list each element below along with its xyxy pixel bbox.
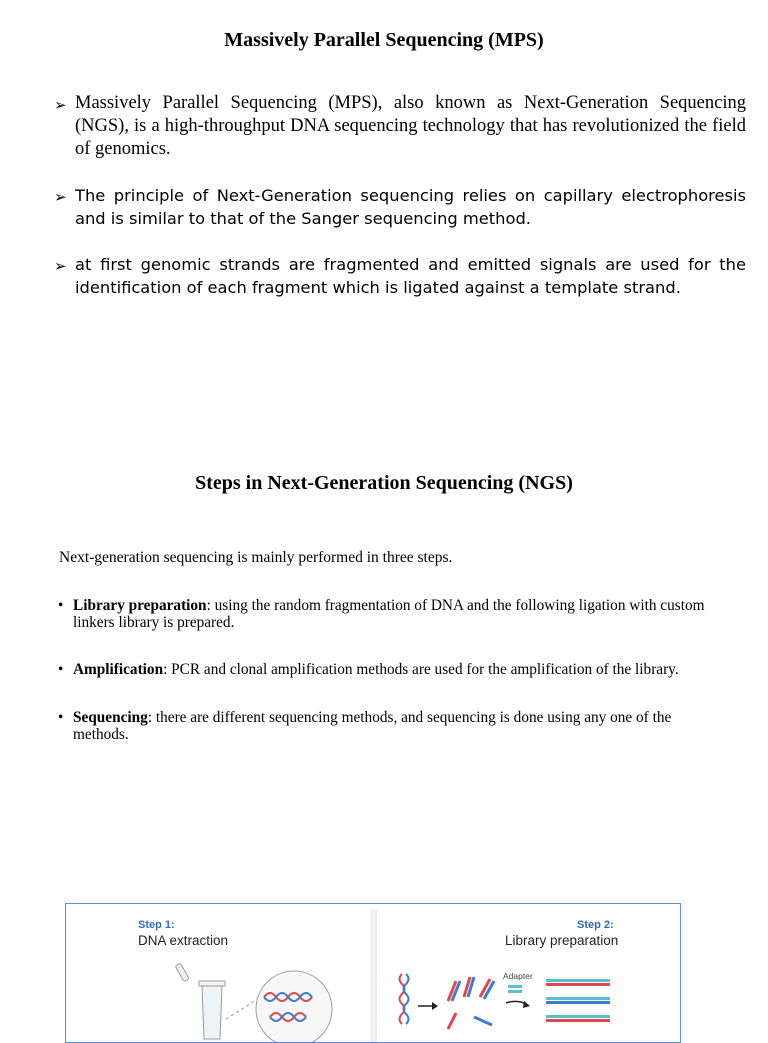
- step-term: Sequencing: [73, 709, 148, 726]
- step-description: : there are different sequencing methods, and sequencing is done using any one of the methods.: [73, 709, 672, 743]
- list-item: [58, 662, 718, 679]
- paragraph-text: at first genomic strands are fragmented and emitted signals are used for the identification of each fragment which is ligated against a template strand.: [75, 255, 746, 297]
- list-item: [54, 92, 746, 161]
- step-description: : using the random fragmentation of DNA and the following ligation with custom linkers library is prepared.: [73, 597, 705, 631]
- dna-extraction-illustration-icon: [166, 959, 336, 1043]
- library-preparation-illustration-icon: [396, 969, 616, 1043]
- list-item: [58, 598, 718, 631]
- arrow-bullet-icon: ➢: [54, 188, 67, 206]
- section-title-ngs-steps: Steps in Next-Generation Sequencing (NGS): [195, 472, 573, 494]
- paragraph-text: Massively Parallel Sequencing (MPS), also known as Next-Generation Sequencing (NGS), is a high-throughput DNA sequencing technology that has revolutionized the field of genomics.: [75, 93, 746, 159]
- bullet-dot-icon: •: [58, 597, 64, 614]
- adapter-label: Adapter: [503, 971, 533, 981]
- list-item: [54, 253, 746, 299]
- ngs-steps-figure: [65, 903, 681, 1043]
- list-item: [54, 184, 746, 230]
- step-term: Amplification: [73, 661, 164, 678]
- step-term: Library preparation: [73, 597, 207, 614]
- bullet-dot-icon: •: [58, 661, 64, 678]
- section-title-mps: Massively Parallel Sequencing (MPS): [224, 29, 544, 51]
- panel-divider: [371, 910, 377, 1043]
- step-description: : PCR and clonal amplification methods are used for the amplification of the library.: [163, 661, 679, 678]
- arrow-bullet-icon: ➢: [54, 257, 67, 275]
- step1-name: DNA extraction: [138, 933, 229, 948]
- intro-text: Next-generation sequencing is mainly performed in three steps.: [59, 549, 453, 566]
- bullet-dot-icon: •: [58, 709, 64, 726]
- step1-label: Step 1:: [138, 919, 175, 931]
- paragraph-text: The principle of Next-Generation sequencing relies on capillary electrophoresis and is similar to that of the Sanger sequencing method.: [75, 186, 746, 228]
- arrow-bullet-icon: ➢: [54, 96, 67, 114]
- step2-name: Library preparation: [505, 933, 619, 948]
- list-item: [58, 710, 718, 743]
- step2-label: Step 2:: [577, 919, 614, 931]
